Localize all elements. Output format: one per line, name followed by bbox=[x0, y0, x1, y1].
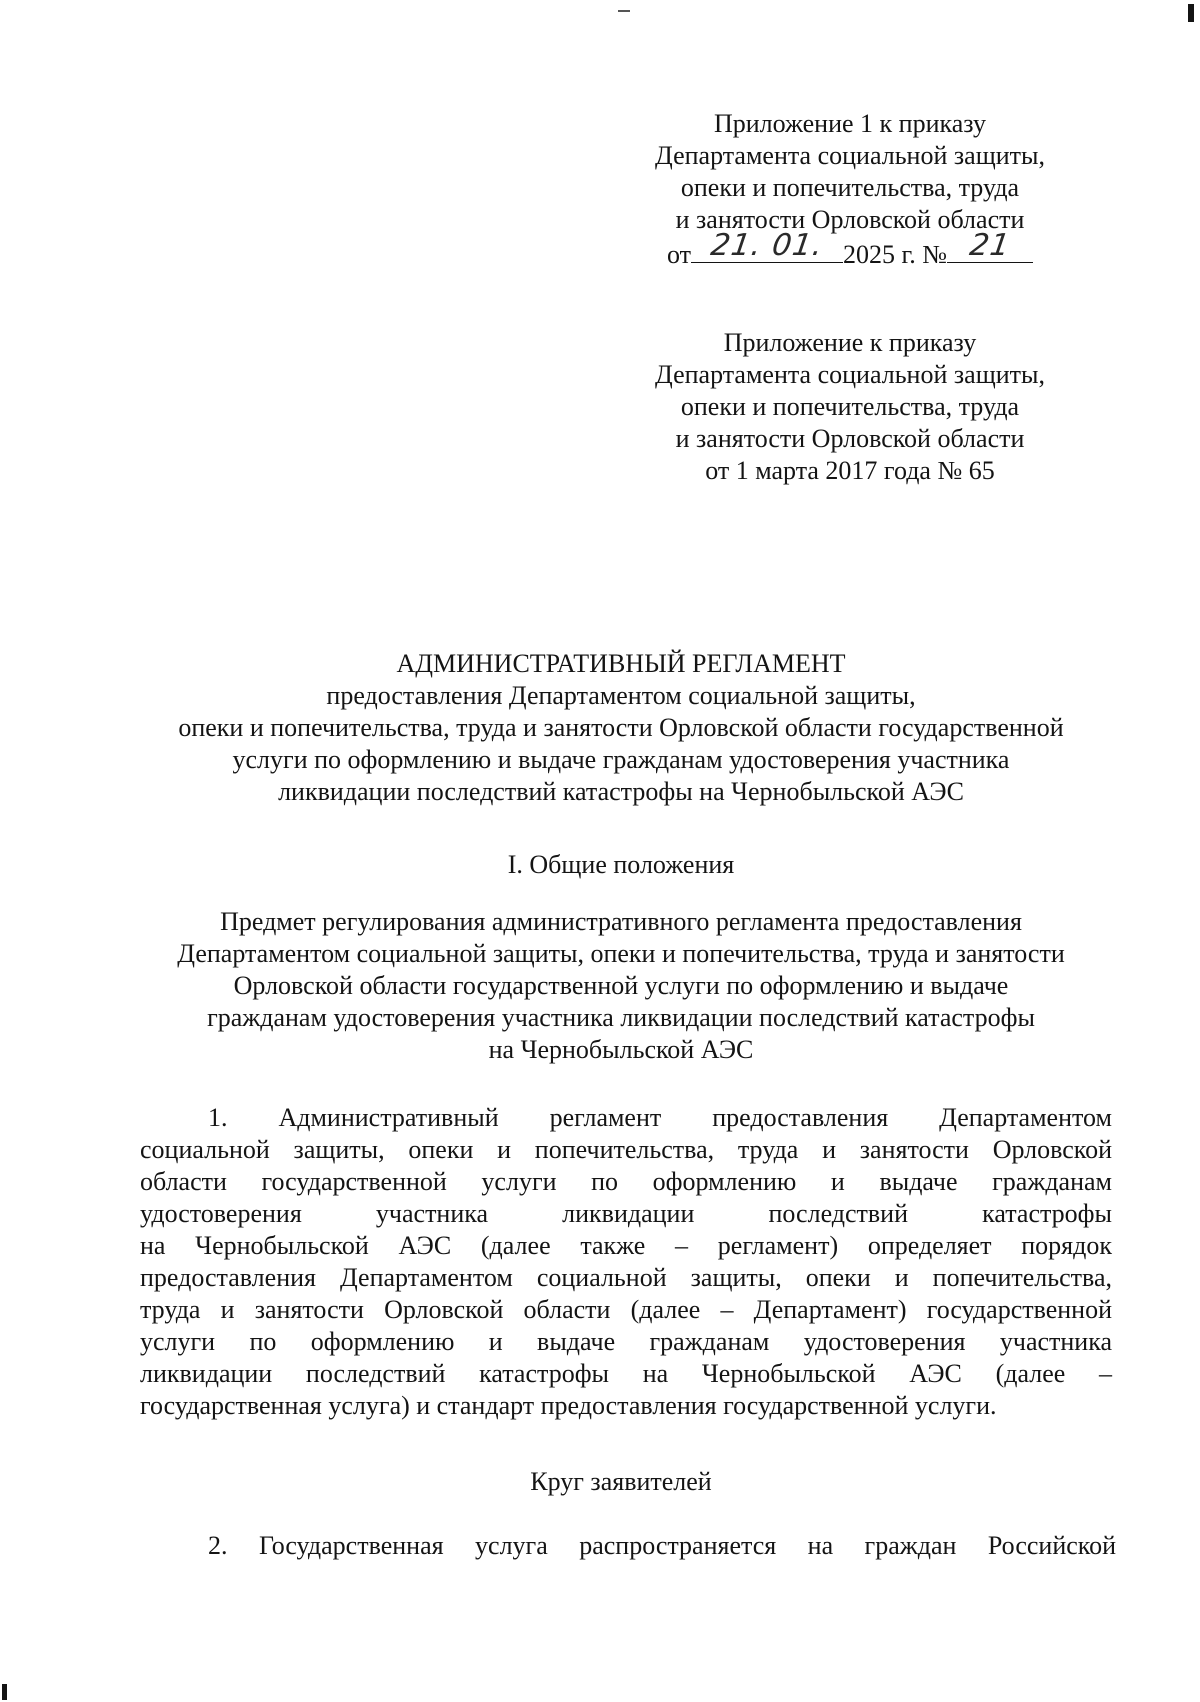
annex-1-block bbox=[620, 108, 1080, 271]
paragraph-line: 1. Административный регламент предоставления Департаментом bbox=[208, 1103, 1112, 1132]
regulation-title-line: ликвидации последствий катастрофы на Чернобыльской АЭС bbox=[278, 777, 964, 806]
order-year: 2025 г. № bbox=[842, 240, 948, 269]
paragraph-line: 2. Государственная услуга распространяется на граждан Российской bbox=[208, 1531, 1116, 1560]
paragraph-line: услуги по оформлению и выдаче гражданам удостоверения участника bbox=[140, 1327, 1112, 1356]
annex-2-line: и занятости Орловской области bbox=[675, 424, 1025, 453]
order-prefix: от bbox=[666, 240, 691, 269]
handwritten-order-number: 21 bbox=[967, 228, 1013, 263]
paragraph-line: на Чернобыльской АЭС (далее также – регламент) определяет порядок bbox=[140, 1231, 1112, 1260]
subject-line: Предмет регулирования административного регламента предоставления bbox=[220, 907, 1022, 936]
paragraph-1 bbox=[140, 1102, 1112, 1422]
annex-2-line: Приложение к приказу bbox=[723, 328, 977, 357]
applicants-heading bbox=[130, 1466, 1112, 1498]
annex-1-line: Приложение 1 к приказу bbox=[713, 109, 986, 138]
paragraph-line: ликвидации последствий катастрофы на Чернобыльской АЭС (далее – bbox=[140, 1359, 1112, 1388]
annex-1-line: Департамента социальной защиты, bbox=[655, 141, 1045, 170]
paragraph-line: удостоверения участника ликвидации последствий катастрофы bbox=[140, 1199, 1112, 1228]
annex-2-line: Департамента социальной защиты, bbox=[655, 360, 1045, 389]
order-date-field bbox=[691, 228, 843, 263]
paragraph-line: социальной защиты, опеки и попечительства, труда и занятости Орловской bbox=[140, 1135, 1112, 1164]
annex-2-line: от 1 марта 2017 года № 65 bbox=[705, 456, 995, 485]
subject-line: Орловской области государственной услуги по оформлению и выдаче bbox=[233, 971, 1009, 1000]
section-1-heading bbox=[130, 849, 1112, 881]
regulation-title-line: услуги по оформлению и выдаче гражданам удостоверения участника bbox=[232, 745, 1010, 774]
paragraph-line: государственная услуга) и стандарт предоставления государственной услуги. bbox=[140, 1391, 997, 1420]
scan-mark-top-center bbox=[618, 10, 630, 12]
paragraph-2 bbox=[140, 1530, 1116, 1562]
handwritten-order-date: 21. 01. bbox=[708, 228, 826, 263]
annex-2-line: опеки и попечительства, труда bbox=[680, 392, 1020, 421]
order-number-field bbox=[947, 228, 1033, 263]
section-heading-text: I. Общие положения bbox=[507, 850, 735, 879]
regulation-title bbox=[130, 648, 1112, 808]
scan-mark-bottom-left bbox=[2, 1684, 7, 1700]
subject-line: на Чернобыльской АЭС bbox=[488, 1035, 754, 1064]
paragraph-line: области государственной услуги по оформлению и выдаче гражданам bbox=[140, 1167, 1112, 1196]
regulation-heading: АДМИНИСТРАТИВНЫЙ РЕГЛАМЕНТ bbox=[396, 649, 846, 678]
subject-line: гражданам удостоверения участника ликвидации последствий катастрофы bbox=[207, 1003, 1035, 1032]
subject-line: Департаментом социальной защиты, опеки и попечительства, труда и занятости bbox=[177, 939, 1065, 968]
applicants-heading-text: Круг заявителей bbox=[530, 1467, 712, 1496]
regulation-title-line: опеки и попечительства, труда и занятости Орловской области государственной bbox=[178, 713, 1064, 742]
regulation-title-line: предоставления Департаментом социальной защиты, bbox=[326, 681, 916, 710]
scan-mark-top-right bbox=[1188, 4, 1194, 22]
annex-1-line: опеки и попечительства, труда bbox=[680, 173, 1020, 202]
order-reference-line bbox=[620, 228, 1080, 271]
paragraph-line: труда и занятости Орловской области (далее – Департамент) государственной bbox=[140, 1295, 1112, 1324]
paragraph-line: предоставления Департаментом социальной защиты, опеки и попечительства, bbox=[140, 1263, 1112, 1292]
annex-2-block bbox=[620, 327, 1080, 487]
subject-heading bbox=[130, 906, 1112, 1066]
annex-1-line: и занятости Орловской области bbox=[675, 205, 1025, 234]
